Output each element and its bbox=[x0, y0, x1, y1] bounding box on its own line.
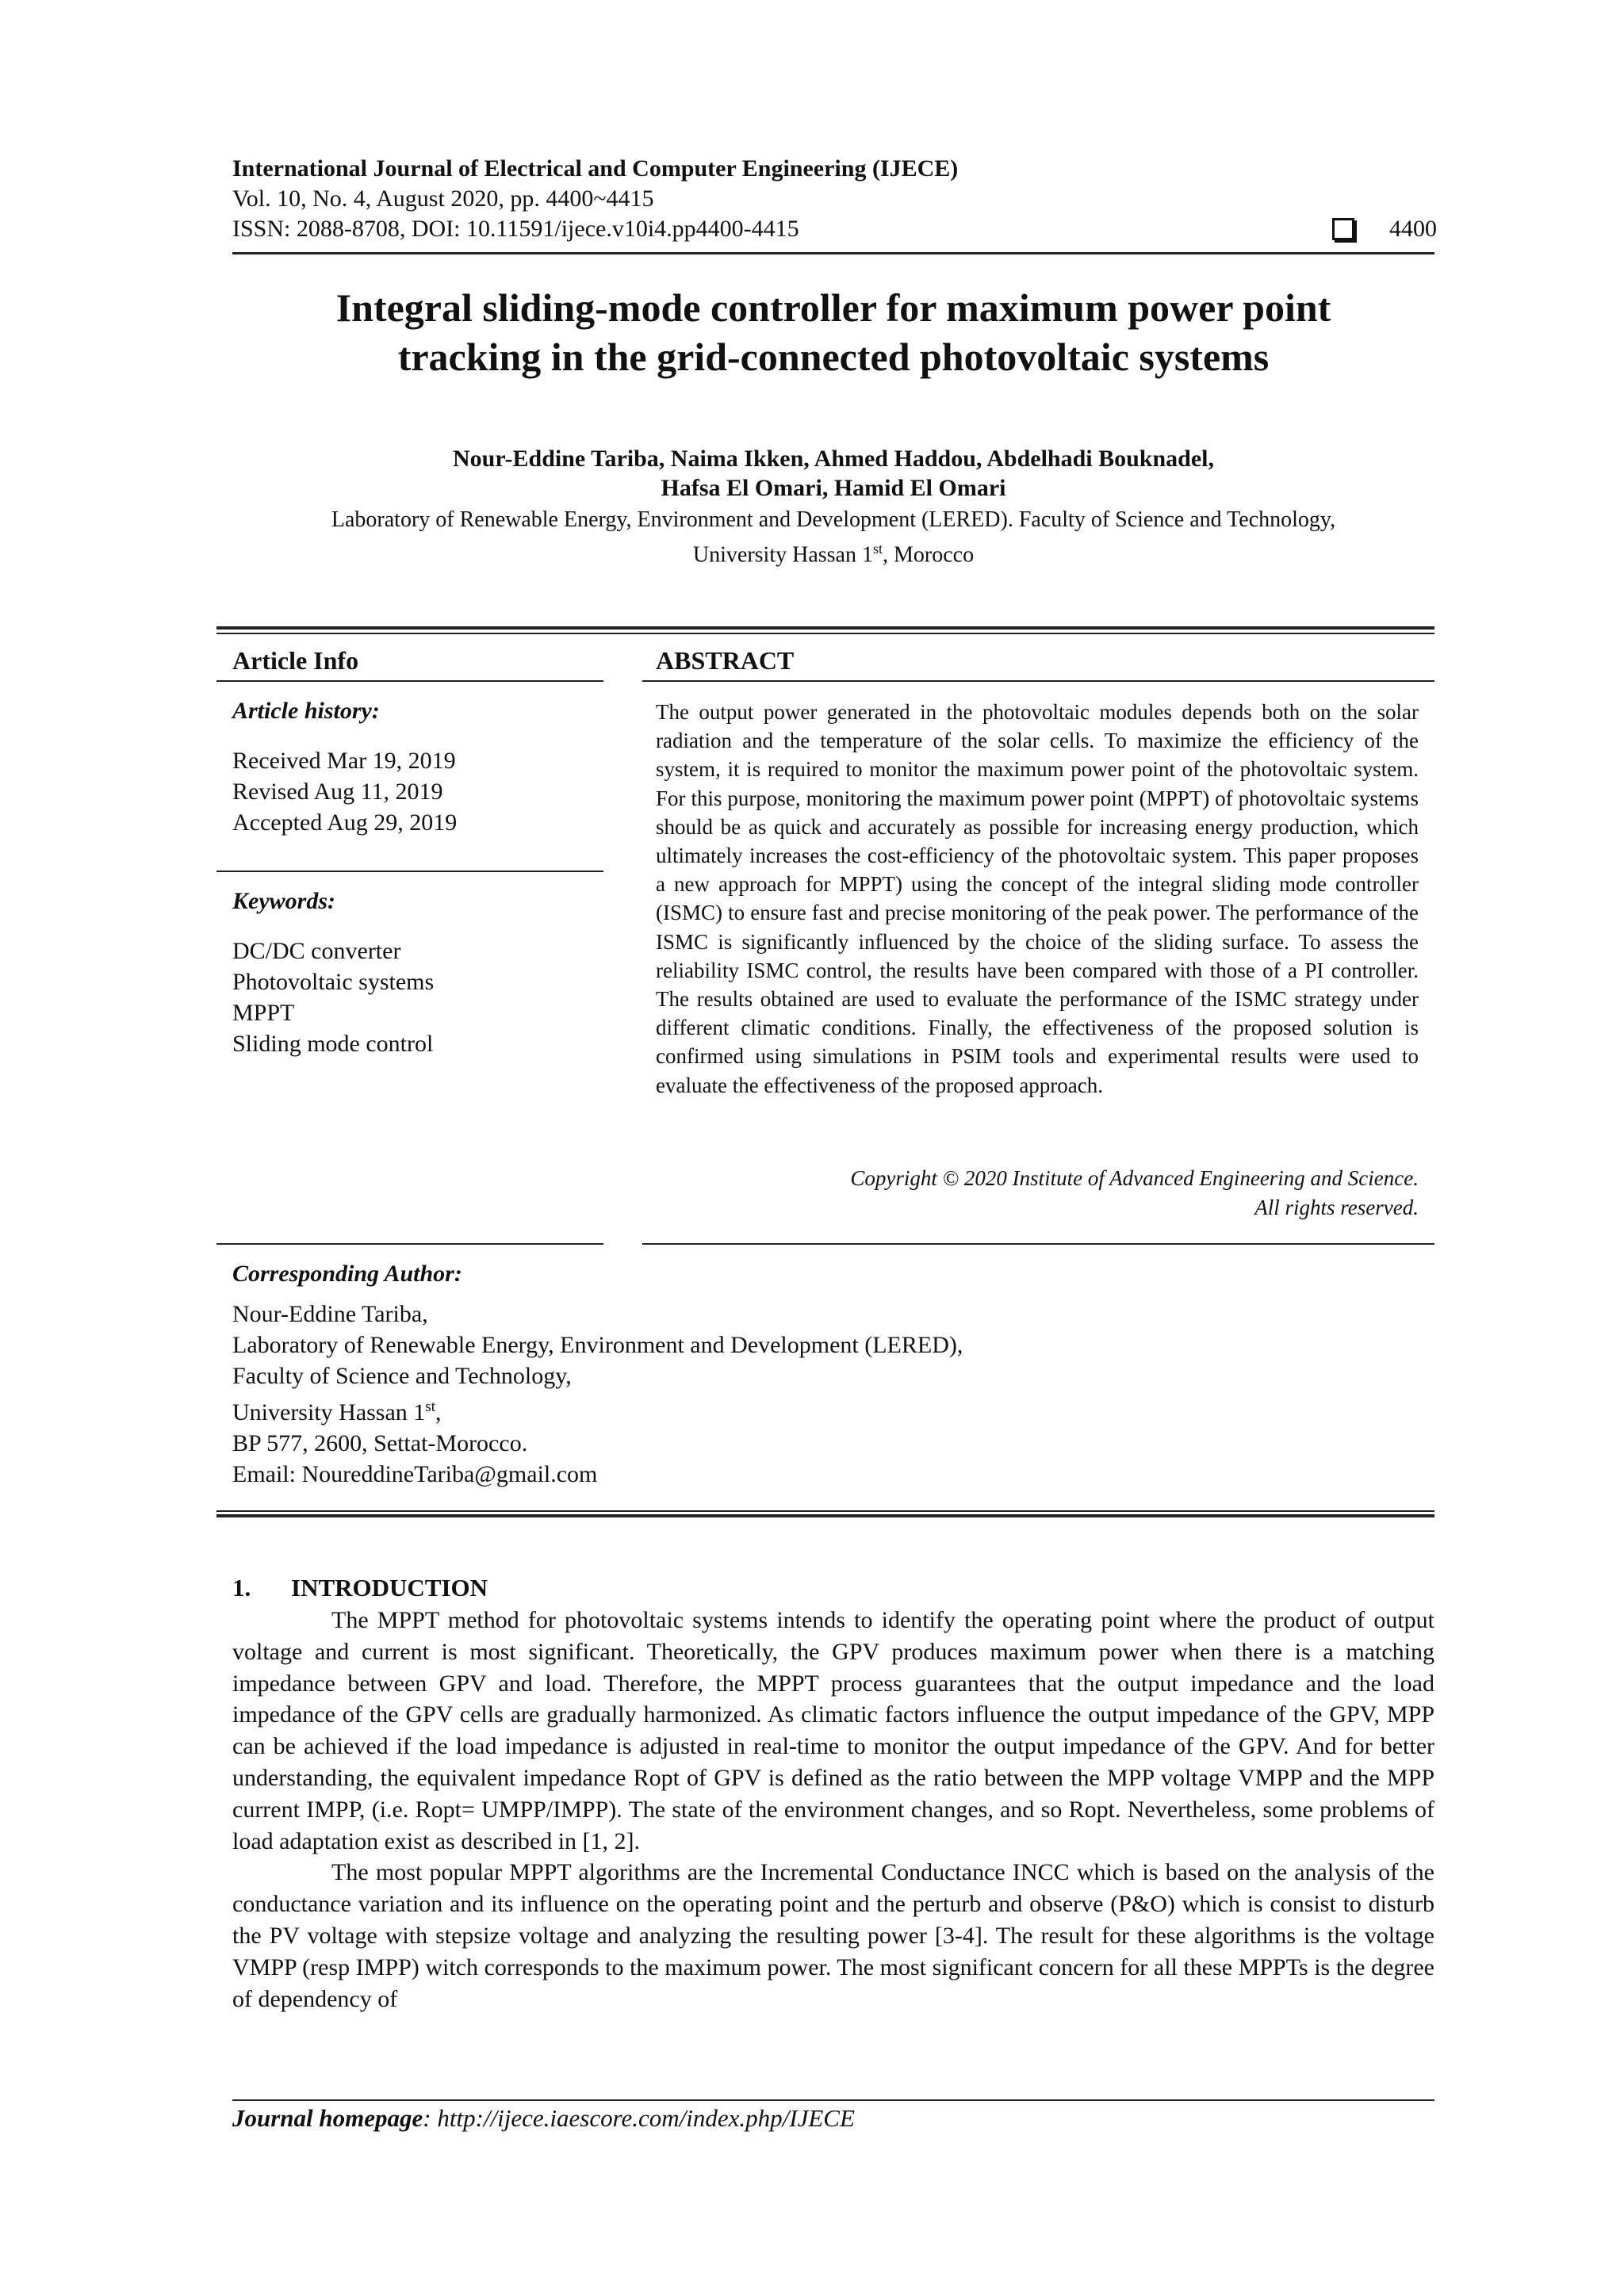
info-top-rule bbox=[216, 626, 1434, 629]
keyword: Photovoltaic systems bbox=[232, 969, 435, 995]
keywords-rule bbox=[216, 871, 603, 872]
keyword: DC/DC converter bbox=[232, 938, 401, 964]
article-history-label: Article history: bbox=[232, 698, 380, 724]
keywords-label: Keywords: bbox=[232, 888, 335, 914]
email[interactable]: Email: NoureddineTariba@gmail.com bbox=[232, 1461, 598, 1487]
abstract-text: The output power generated in the photovoltaic modules depends both on the solar radiation and the temperature of the solar cells. To maximize the efficiency of the system, it is required to monitor the maximum power point of the photovoltaic system. For this purpose, monitoring the maximum power point (MPPT) of photovoltaic systems should be as quick and accurately as possible for increasing energy production, which ultimately increases the cost-efficiency of the photovoltaic system. This paper proposes a new approach for MPPT) using the concept of the integral sliding mode controller (ISMC) to ensure fast and precise monitoring of the peak power. The performance of the ISMC is significantly influenced by the choice of the sliding surface. To assess the reliability ISMC control, the results have been compared with those of a PI controller. The results obtained are used to evaluate the performance of the ISMC strategy under different climatic conditions. Finally, the effectiveness of the proposed solution is confirmed using simulations in PSIM tools and experimental results were used to evaluate the effectiveness of the proposed approach. bbox=[656, 700, 1419, 1097]
page-marker bbox=[1332, 216, 1437, 243]
abstract-rule bbox=[642, 680, 1434, 682]
header-rule bbox=[232, 252, 1434, 254]
article-info-heading: Article Info bbox=[232, 646, 359, 675]
introduction-body bbox=[232, 1605, 1434, 2015]
article-info-bottom-rule bbox=[216, 1243, 603, 1245]
volume-info: Vol. 10, No. 4, August 2020, pp. 4400~4415 bbox=[232, 186, 654, 212]
homepage-link[interactable]: http://ijece.iaescore.com/index.php/IJECE bbox=[437, 2104, 855, 2132]
info-top-rule-thin bbox=[216, 633, 1434, 634]
square-icon bbox=[1332, 218, 1354, 240]
article-info-rule bbox=[216, 680, 603, 682]
footer-rule bbox=[232, 2099, 1434, 2101]
page-number: 4400 bbox=[1389, 216, 1437, 242]
keyword: MPPT bbox=[232, 1000, 295, 1026]
keyword: Sliding mode control bbox=[232, 1031, 434, 1057]
paper-title: Integral sliding-mode controller for maximum power point tracking in the grid-connected photovoltaic systems bbox=[335, 285, 1331, 379]
paragraph: The MPPT method for photovoltaic systems intends to identify the operating point where the product of output voltage and current is most significant. Theoretically, the GPV produces maximum power when there is a matching impedance between GPV and load. Therefore, the MPPT process guarantees that the output impedance and the load impedance of the GPV cells are gradually harmonized. As climatic factors influence the output impedance of the GPV, MPP can be achieved if the load impedance is adjusted in real-time to monitor the output impedance of the GPV. And for better understanding, the equivalent impedance Ropt of GPV is defined as the ratio between the MPP voltage VMPP and the MPP current IMPP, (i.e. Ropt= UMPP/IMPP). The state of the environment changes, and so Ropt. Nevertheless, some problems of load adaptation exist as described in [1, 2]. bbox=[232, 1607, 1434, 1854]
corresponding-details: Nour-Eddine Tariba, Laboratory of Renewable Energy, Environment and Development (LERED), Faculty of Science and Technology, University Hassan 1st, BP 577, 2600, Settat-Morocco. Email: NoureddineTariba@gmail.com bbox=[232, 1299, 963, 1490]
author-list: Nour-Eddine Tariba, Naima Ikken, Ahmed Haddou, Abdelhadi Bouknadel, Hafsa El Omari, Hamid El Omari bbox=[452, 446, 1215, 501]
abstract-heading: ABSTRACT bbox=[656, 646, 795, 675]
affiliation: Laboratory of Renewable Energy, Environment and Development (LERED). Faculty of Science and Technology, University Hassan 1st, Morocco bbox=[331, 507, 1336, 568]
corr-bottom-rule bbox=[216, 1514, 1434, 1517]
issn-doi: ISSN: 2088-8708, DOI: 10.11591/ijece.v10i4.pp4400-4415 bbox=[232, 216, 799, 242]
article-history: Received Mar 19, 2019 Revised Aug 11, 2019 Accepted Aug 29, 2019 bbox=[232, 748, 458, 836]
abstract-bottom-rule bbox=[642, 1243, 1434, 1245]
journal-name: International Journal of Electrical and Computer Engineering (IJECE) bbox=[232, 155, 959, 182]
corresponding-label: Corresponding Author: bbox=[232, 1261, 462, 1287]
section-heading: 1. INTRODUCTION bbox=[232, 1574, 488, 1601]
corr-bottom-rule-thin bbox=[216, 1510, 1434, 1512]
keywords-list bbox=[232, 936, 434, 1059]
copyright-notice: Copyright © 2020 Institute of Advanced Engineering and Science. All rights reserved. bbox=[850, 1166, 1419, 1219]
paragraph: The most popular MPPT algorithms are the Incremental Conductance INCC which is based on the analysis of the conductance variation and its influence on the operating point and the perturb and observe (P&O) which is consist to disturb the PV voltage with stepsize voltage and analyzing the resulting power [3-4]. The result for these algorithms is the voltage VMPP (resp IMPP) witch corresponds to the maximum power. The most significant concern for all these MPPTs is the degree of dependency of bbox=[232, 1859, 1434, 2012]
journal-homepage: Journal homepage: http://ijece.iaescore.com/index.php/IJECE bbox=[232, 2104, 855, 2132]
